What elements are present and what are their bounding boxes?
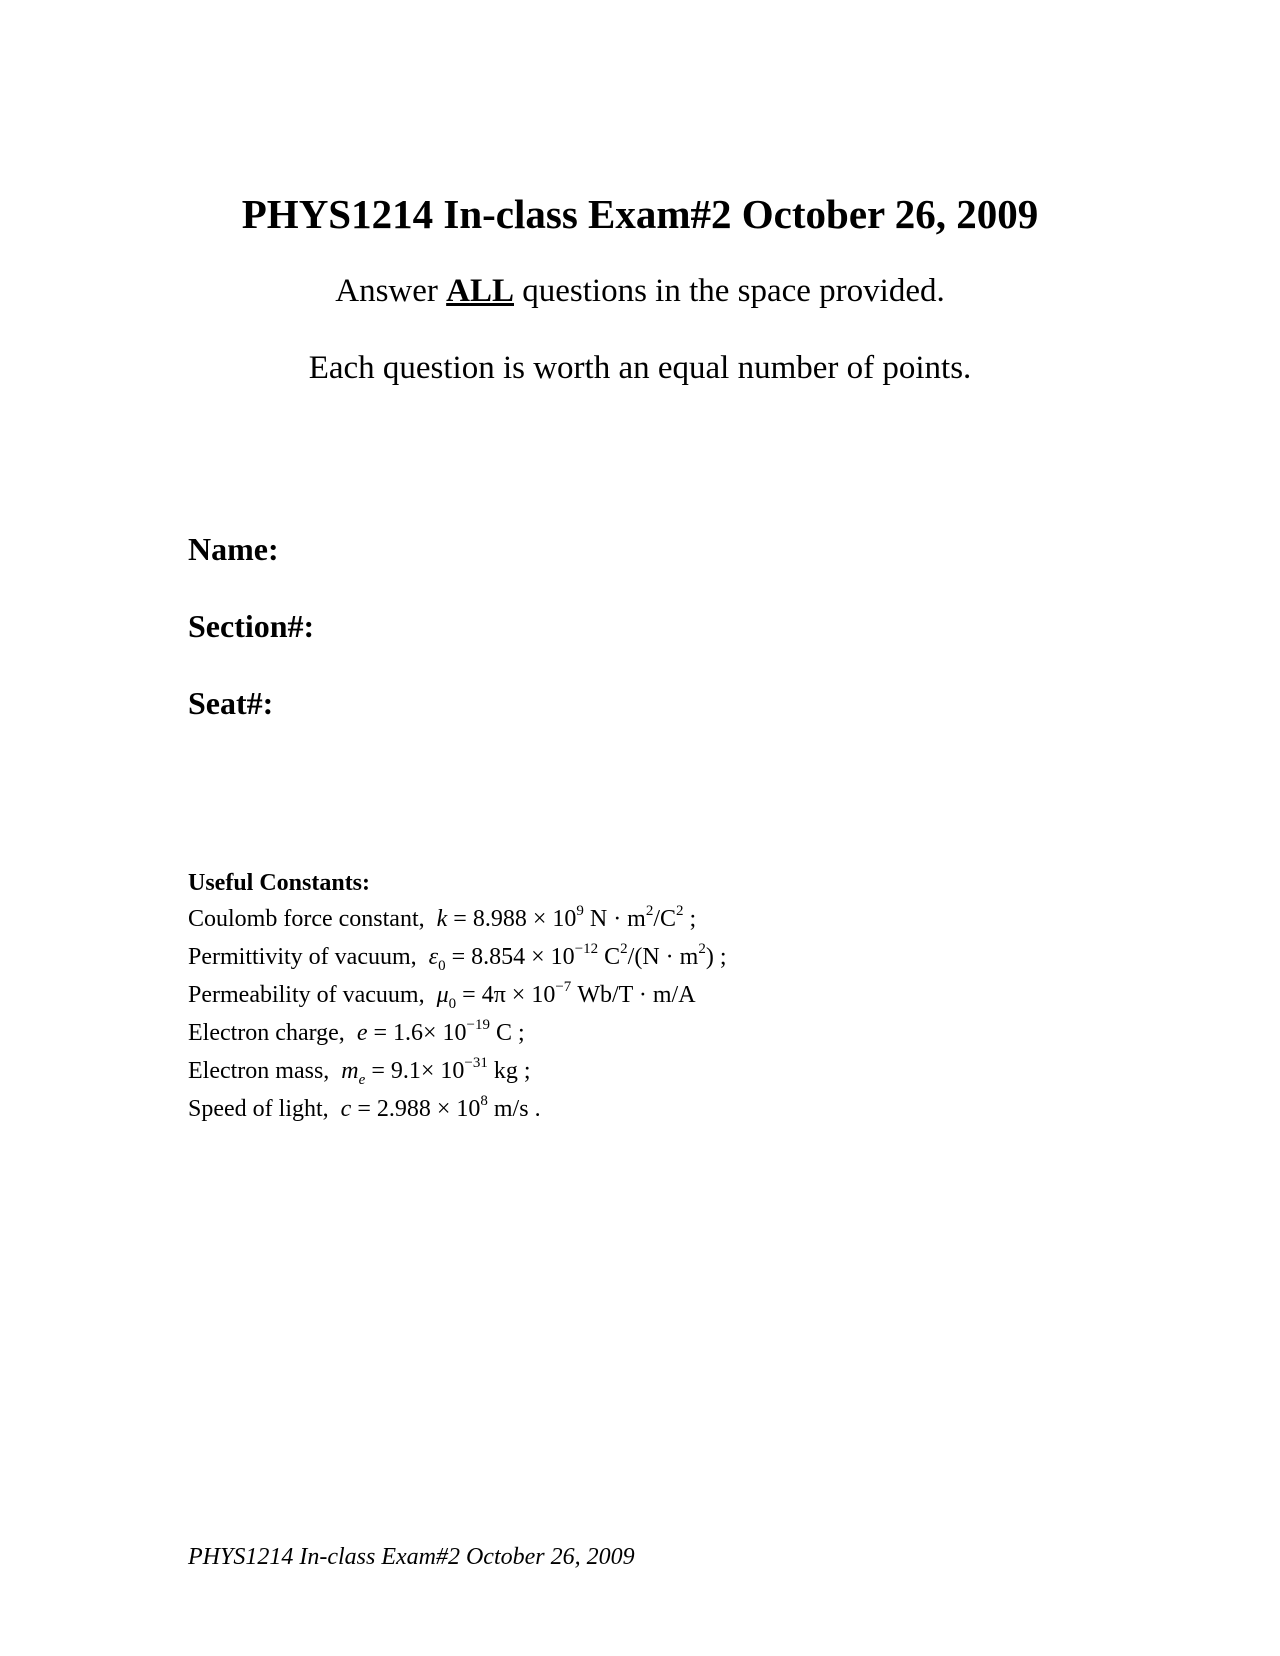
- constant-permeability: [188, 976, 727, 1014]
- constant-subscript: e: [358, 1072, 366, 1088]
- constant-unit: /(N · m: [627, 944, 699, 970]
- constant-subscript: 0: [438, 958, 446, 974]
- unit-exponent: 2: [676, 903, 684, 919]
- constant-unit: N · m: [583, 906, 646, 932]
- instruction-answer-all: [0, 272, 1280, 312]
- constant-symbol: e: [356, 1020, 368, 1046]
- constant-subscript: 0: [448, 996, 457, 1012]
- constant-label: Electron mass,: [188, 1058, 330, 1084]
- instruction-prefix: Answer: [335, 273, 447, 309]
- constant-symbol: k: [436, 906, 448, 932]
- constant-electron-charge: [188, 1014, 727, 1052]
- constant-value: = 8.988 × 10: [453, 906, 577, 932]
- name-field-label: Name:: [188, 531, 279, 567]
- useful-constants-block: [188, 866, 727, 1128]
- constant-electron-mass: [188, 1052, 727, 1090]
- constant-exponent: −19: [466, 1017, 491, 1033]
- constant-unit: /C: [653, 906, 677, 932]
- constant-unit: C: [598, 944, 621, 970]
- constant-value: = 2.988 × 10: [357, 1096, 481, 1122]
- constant-symbol: ε: [428, 944, 439, 970]
- constant-permittivity: [188, 938, 727, 976]
- constant-exponent: 8: [480, 1093, 488, 1109]
- constant-end: ;: [683, 906, 697, 932]
- unit-exponent: 2: [620, 941, 628, 957]
- constant-label: Speed of light,: [188, 1096, 329, 1122]
- constant-exponent: −7: [555, 979, 572, 995]
- constant-symbol: c: [340, 1096, 352, 1122]
- instruction-emphasis: ALL: [446, 273, 514, 309]
- constant-exponent: −12: [574, 941, 599, 957]
- section-field-label: Section#:: [188, 608, 315, 644]
- constant-exponent: −31: [464, 1055, 488, 1071]
- unit-exponent: 2: [645, 903, 654, 919]
- constant-end: ) ;: [705, 944, 727, 970]
- unit-exponent: 2: [698, 941, 706, 957]
- constant-label: Permittivity of vacuum,: [188, 944, 417, 970]
- constant-value: = 1.6× 10: [373, 1020, 467, 1046]
- page-footer: PHYS1214 In-class Exam#2 October 26, 2009: [188, 1544, 635, 1570]
- exam-title: PHYS1214 In-class Exam#2 October 26, 2009: [241, 191, 1039, 237]
- constant-unit: Wb/T · m/A: [571, 982, 696, 1008]
- constant-label: Permeability of vacuum,: [188, 982, 425, 1008]
- constant-unit: m/s .: [487, 1096, 541, 1122]
- constant-exponent: 9: [576, 903, 584, 919]
- constant-coulomb: [188, 900, 727, 938]
- instruction-points: Each question is worth an equal number of points.: [308, 350, 972, 386]
- constant-symbol: m: [341, 1058, 359, 1084]
- constant-label: Coulomb force constant,: [188, 906, 425, 932]
- constant-unit: C ;: [490, 1020, 525, 1046]
- seat-field-label: Seat#:: [188, 685, 274, 721]
- constant-symbol: μ: [436, 982, 449, 1008]
- constant-unit: kg ;: [487, 1058, 531, 1084]
- constant-value: = 4π × 10: [462, 982, 556, 1008]
- constant-value: = 8.854 × 10: [451, 944, 575, 970]
- constant-label: Electron charge,: [188, 1020, 345, 1046]
- constant-value: = 9.1× 10: [371, 1058, 465, 1084]
- instruction-suffix: questions in the space provided.: [514, 273, 945, 309]
- constants-heading: Useful Constants:: [188, 870, 371, 896]
- constant-speed-of-light: [188, 1090, 727, 1128]
